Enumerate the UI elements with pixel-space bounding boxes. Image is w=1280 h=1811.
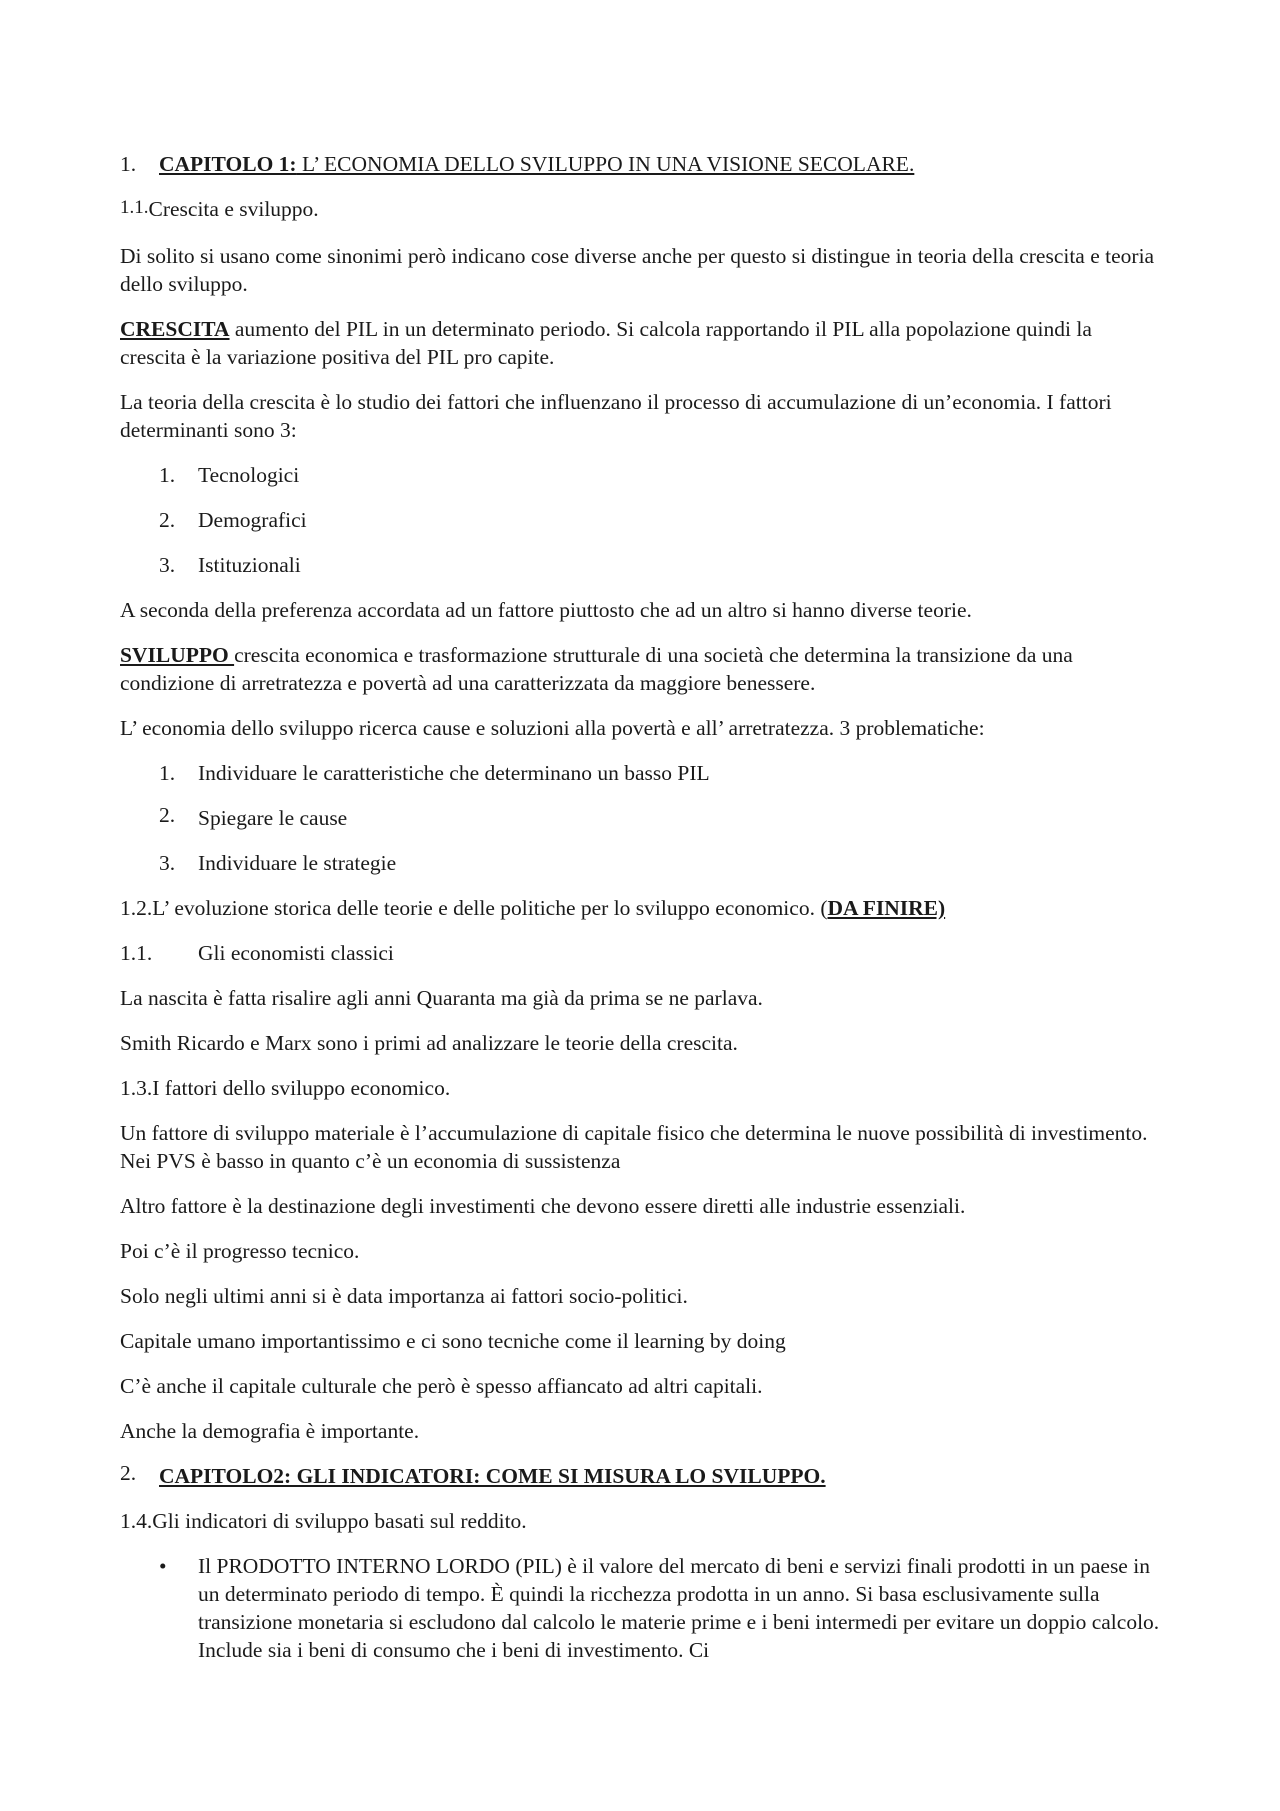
bullet-pil xyxy=(159,1552,1160,1664)
term-sviluppo: SVILUPPO xyxy=(120,643,235,667)
list-item: 1. Tecnologici xyxy=(159,463,300,487)
paragraph-culturale: C’è anche il capitale culturale che però è spesso affiancato ad altri capitali. xyxy=(120,1374,763,1398)
paragraph-altro: Altro fattore è la destinazione degli investimenti che devono essere diretti alle industrie essenziali. xyxy=(120,1194,966,1218)
paragraph-sinonimi: Di solito si usano come sinonimi però indicano cose diverse anche per questo si distingue in teoria della crescita e teoria dello sviluppo. xyxy=(120,244,1155,296)
da-finire-tag: DA FINIRE) xyxy=(827,896,946,920)
list-item: 3. Istituzionali xyxy=(159,553,301,577)
paragraph-demografia: Anche la demografia è importante. xyxy=(120,1419,420,1443)
fattori-list xyxy=(120,461,1160,579)
bullet-symbol: • xyxy=(159,1554,167,1578)
paragraph-teoria: La teoria della crescita è lo studio dei fattori che influenzano il processo di accumulazione di un’economia. I fattori determinanti sono 3: xyxy=(120,390,1112,442)
paragraph-nascita: La nascita è fatta risalire agli anni Quaranta ma già da prima se ne parlava. xyxy=(120,986,763,1010)
paragraph-progresso: Poi c’è il progresso tecnico. xyxy=(120,1239,360,1263)
paragraph-seconda: A seconda della preferenza accordata ad un fattore piuttosto che ad un altro si hanno diverse teorie. xyxy=(120,598,972,622)
chapter-1-number: 1. xyxy=(120,152,137,176)
section-1-1-title: Crescita e sviluppo. xyxy=(148,197,319,221)
list-item: 2. Demografici xyxy=(159,508,307,532)
paragraph-capitale: Capitale umano importantissimo e ci sono tecniche come il learning by doing xyxy=(120,1329,786,1353)
section-1-4-heading: 1.4.Gli indicatori di sviluppo basati sul reddito. xyxy=(120,1509,527,1533)
chapter-1-heading xyxy=(120,150,1160,178)
term-crescita: CRESCITA xyxy=(120,317,230,341)
section-1-1-heading xyxy=(120,195,1160,225)
document-body xyxy=(120,150,1160,1664)
chapter-1-title: CAPITOLO 1: L’ ECONOMIA DELLO SVILUPPO IN UNA VISIONE SECOLARE. xyxy=(159,152,915,176)
list-item: 3. Individuare le strategie xyxy=(159,851,397,875)
paragraph-crescita: CRESCITA aumento del PIL in un determinato periodo. Si calcola rapportando il PIL alla popolazione quindi la crescita è la variazione positiva del PIL pro capite. xyxy=(120,317,1092,369)
problematiche-list xyxy=(120,759,1160,877)
chapter-2-number: 2. xyxy=(120,1461,137,1485)
chapter-2-heading xyxy=(120,1462,1160,1490)
list-item: 1. Individuare le caratteristiche che determinano un basso PIL xyxy=(159,761,710,785)
paragraph-economia: L’ economia dello sviluppo ricerca cause e soluzioni alla povertà e all’ arretratezza. 3 problematiche: xyxy=(120,716,985,740)
section-1-3-heading: 1.3.I fattori dello sviluppo economico. xyxy=(120,1076,451,1100)
paragraph-smith: Smith Ricardo e Marx sono i primi ad analizzare le teorie della crescita. xyxy=(120,1031,738,1055)
subsection-1-1-heading: 1.1. Gli economisti classici xyxy=(120,941,394,965)
paragraph-sviluppo: SVILUPPO crescita economica e trasformazione strutturale di una società che determina la transizione da una condizione di arretratezza e povertà ad una caratterizzata da maggiore benessere. xyxy=(120,643,1073,695)
paragraph-fattore: Un fattore di sviluppo materiale è l’accumulazione di capitale fisico che determina le nuove possibilità di investimento. Nei PVS è basso in quanto c’è un economia di sussistenza xyxy=(120,1121,1148,1173)
section-1-2-heading: 1.2.L’ evoluzione storica delle teorie e delle politiche per lo sviluppo economico. (DA FINIRE) xyxy=(120,896,946,920)
paragraph-solo: Solo negli ultimi anni si è data importanza ai fattori socio-politici. xyxy=(120,1284,688,1308)
bullet-pil-text: Il PRODOTTO INTERNO LORDO (PIL) è il valore del mercato di beni e servizi finali prodotti in un paese in un determinato periodo di tempo. È quindi la ricchezza prodotta in un anno. Si basa esclusivamente sulla transizione monetaria si escludono dal calcolo le materie prime e i beni intermedi per evitare un doppio calcolo. Include sia i beni di consumo che i beni di investimento. Ci xyxy=(198,1554,1160,1662)
list-item: 2. Spiegare le cause xyxy=(159,803,348,830)
section-1-1-number: 1.1. xyxy=(120,197,149,218)
chapter-2-title: CAPITOLO2: GLI INDICATORI: COME SI MISURA LO SVILUPPO. xyxy=(159,1464,826,1488)
